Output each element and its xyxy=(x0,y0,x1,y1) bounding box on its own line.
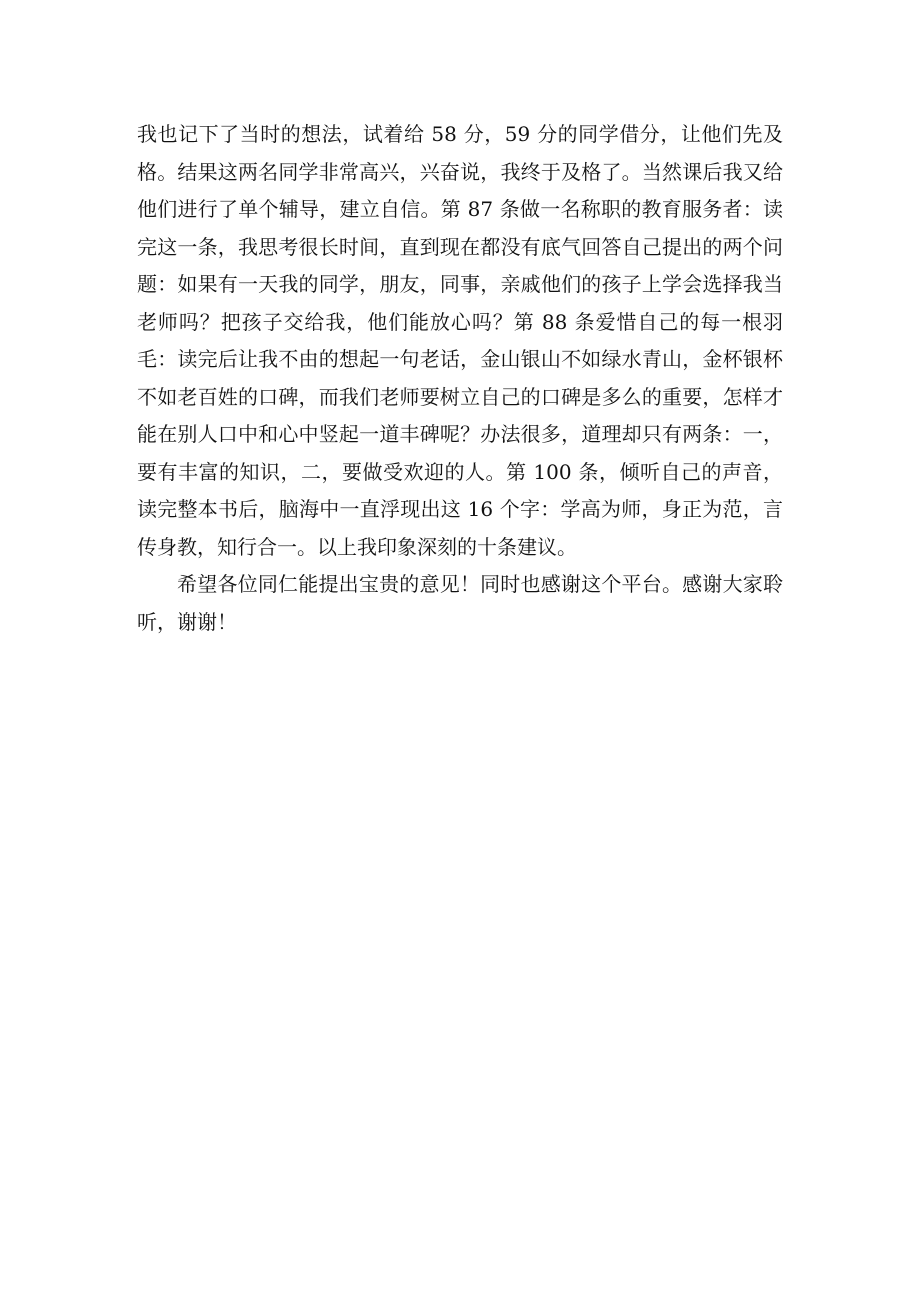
paragraph-closing: 希望各位同仁能提出宝贵的意见！同时也感谢这个平台。感谢大家聆听，谢谢！ xyxy=(137,572,783,634)
paragraph-continuation: 我也记下了当时的想法，试着给 58 分，59 分的同学借分，让他们先及格。结果这两名同学非常高兴，兴奋说，我终于及格了。当然课后我又给他们进行了单个辅导，建立自信。第 87 条做一名称职的教育服务者：读完这一条，我思考很长时间，直到现在都没有底气回答自己提出的两个问题：如果有一天我的同学，朋友，同事，亲戚他们的孩子上学会选择我当老师吗？把孩子交给我，他们能放心吗？第 88 条爱惜自己的每一根羽毛：读完后让我不由的想起一句老话，金山银山不如绿水青山，金杯银杯不如老百姓的口碑，而我们老师要树立自己的口碑是多么的重要，怎样才能在别人口中和心中竖起一道丰碑呢？办法很多，道理却只有两条：一，要有丰富的知识，二，要做受欢迎的人。第 100 条，倾听自己的声音，读完整本书后，脑海中一直浮现出这 16 个字：学高为师，身正为范，言传身教，知行合一。以上我印象深刻的十条建议。 xyxy=(137,122,783,559)
document-body xyxy=(137,116,783,641)
